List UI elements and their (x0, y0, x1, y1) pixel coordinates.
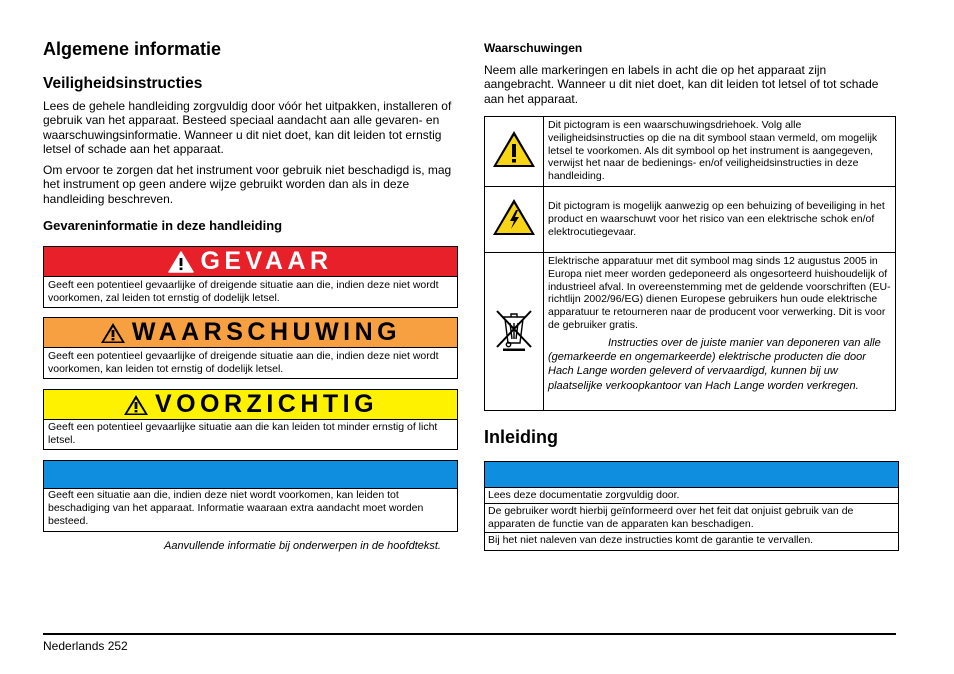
intro-line: Bij het niet naleven van deze instructies komt de garantie te vervallen. (488, 534, 814, 546)
electrical-shock-icon (491, 197, 537, 237)
intro-notice-box (484, 461, 899, 551)
pictogram-row (485, 253, 896, 411)
caution-box (43, 389, 458, 450)
pictogram-text: Dit pictogram is een waarschuwingsdriehoek. Volg alle veiligheidsinstructies op die na dit symbool staan vermeld, om mogelijk letsel te voorkomen. Als dit symbool op het instrument is aangegeven, verwijst het naar de bedienings- en/of veiligheidsinstructies in deze handleiding. (544, 117, 896, 187)
danger-label: GEVAAR (200, 247, 333, 275)
weee-crossed-bin-icon (491, 307, 537, 351)
warning-text: Geeft een potentieel gevaarlijke of dreigende situatie aan die, indien deze niet wordt voorkomen, kan leiden tot ernstig of dodelijk letsel. (48, 350, 439, 375)
warning-triangle-icon (123, 393, 149, 417)
warning-triangle-icon (491, 129, 537, 169)
safety-paragraph-1: Lees de gehele handleiding zorgvuldig door vóór het uitpakken, installeren of gebruik van het apparaat. Besteed speciaal aandacht aan alle gevaren- en waarschuwingsinformatie. Wanneer u dit niet doet, kan dit leiden tot ernstig letsel of schade aan het apparaat. (43, 99, 452, 156)
caution-label: VOORZICHTIG (154, 390, 379, 418)
danger-band (44, 247, 457, 277)
pictogram-row (485, 187, 896, 253)
warning-band (44, 318, 457, 348)
notice-text: Geeft een situatie aan die, indien deze niet wordt voorkomen, kan leiden tot beschadiging van het apparaat. Informatie waaraan extra aandacht moet worden besteed. (48, 489, 424, 527)
pictogram-row (485, 117, 896, 187)
footer-page-label: Nederlands 252 (43, 639, 128, 653)
safety-heading: Veiligheidsinstructies (43, 75, 203, 92)
warning-triangle-icon (100, 321, 126, 345)
page-title: Algemene informatie (43, 39, 222, 59)
note-text: Aanvullende informatie bij onderwerpen in de hoofdtekst. (163, 540, 441, 552)
intro-divider (485, 532, 898, 533)
pictogram-cell (485, 117, 544, 187)
caution-band (44, 390, 457, 420)
warning-triangle-icon (168, 250, 194, 274)
footer-rule (43, 633, 896, 635)
pictogram-text: Elektrische apparatuur met dit symbool mag sinds 12 augustus 2005 in Europa niet meer worden gedeponeerd als ongesorteerd huishoudelijk of industrieel afval. In overeenstemming met de geldende voorschriften (EU-richtlijn 2002/96/EG) dienen Europese gebruikers hun oude elektrische apparatuur te retourneren naar de producent voor verwerking. Dit is voor de gebruiker gratis. (548, 255, 891, 331)
pictogram-note: Instructies over de juiste manier van deponeren van alle (gemarkeerde en ongemarkeerde) elektrische producten die door Hach Lange worden geleverd of vervaardigd, kunnen bij uw plaatselijke verkoopkantoor van Hach Lange worden verkregen. (548, 336, 881, 392)
intro-notice-band (485, 462, 898, 488)
intro-divider (485, 503, 898, 504)
warning-box (43, 317, 458, 379)
intro-heading: Inleiding (484, 427, 558, 447)
hazard-heading: Gevareninformatie in deze handleiding (43, 218, 283, 233)
danger-text: Geeft een potentieel gevaarlijke of dreigende situatie aan die, indien deze niet wordt voorkomen, zal leiden tot ernstig of dodelijk letsel. (48, 279, 439, 304)
safety-paragraph-2: Om ervoor te zorgen dat het instrument voor gebruik niet beschadigd is, mag het instrument op geen andere wijze gebruikt worden dan als in deze handleiding beschreven. (43, 163, 452, 206)
intro-line: De gebruiker wordt hierbij geïnformeerd over het feit dat onjuist gebruik van de apparaten de functie van de apparaten kan beschadigen. (488, 505, 854, 530)
notice-box (43, 460, 458, 532)
warning-label: WAARSCHUWING (131, 318, 402, 346)
labels-heading: Waarschuwingen (484, 41, 583, 55)
pictogram-text-cell (544, 253, 896, 411)
notice-band (44, 461, 457, 489)
intro-line: Lees deze documentatie zorgvuldig door. (488, 489, 680, 501)
caution-text: Geeft een potentieel gevaarlijke situatie aan die kan leiden tot minder ernstig of licht letsel. (48, 421, 438, 446)
danger-box (43, 246, 458, 308)
labels-paragraph: Neem alle markeringen en labels in acht die op het apparaat zijn aangebracht. Wanneer u dit niet doet, kan dit leiden tot letsel of tot schade aan het apparaat. (484, 63, 879, 106)
pictogram-cell (485, 187, 544, 253)
pictogram-text: Dit pictogram is mogelijk aanwezig op een behuizing of beveiliging in het product en waarschuwt voor het risico van een elektrische schok en/of elektrocutiegevaar. (544, 187, 896, 253)
pictogram-cell (485, 253, 544, 411)
pictogram-table (484, 116, 896, 411)
